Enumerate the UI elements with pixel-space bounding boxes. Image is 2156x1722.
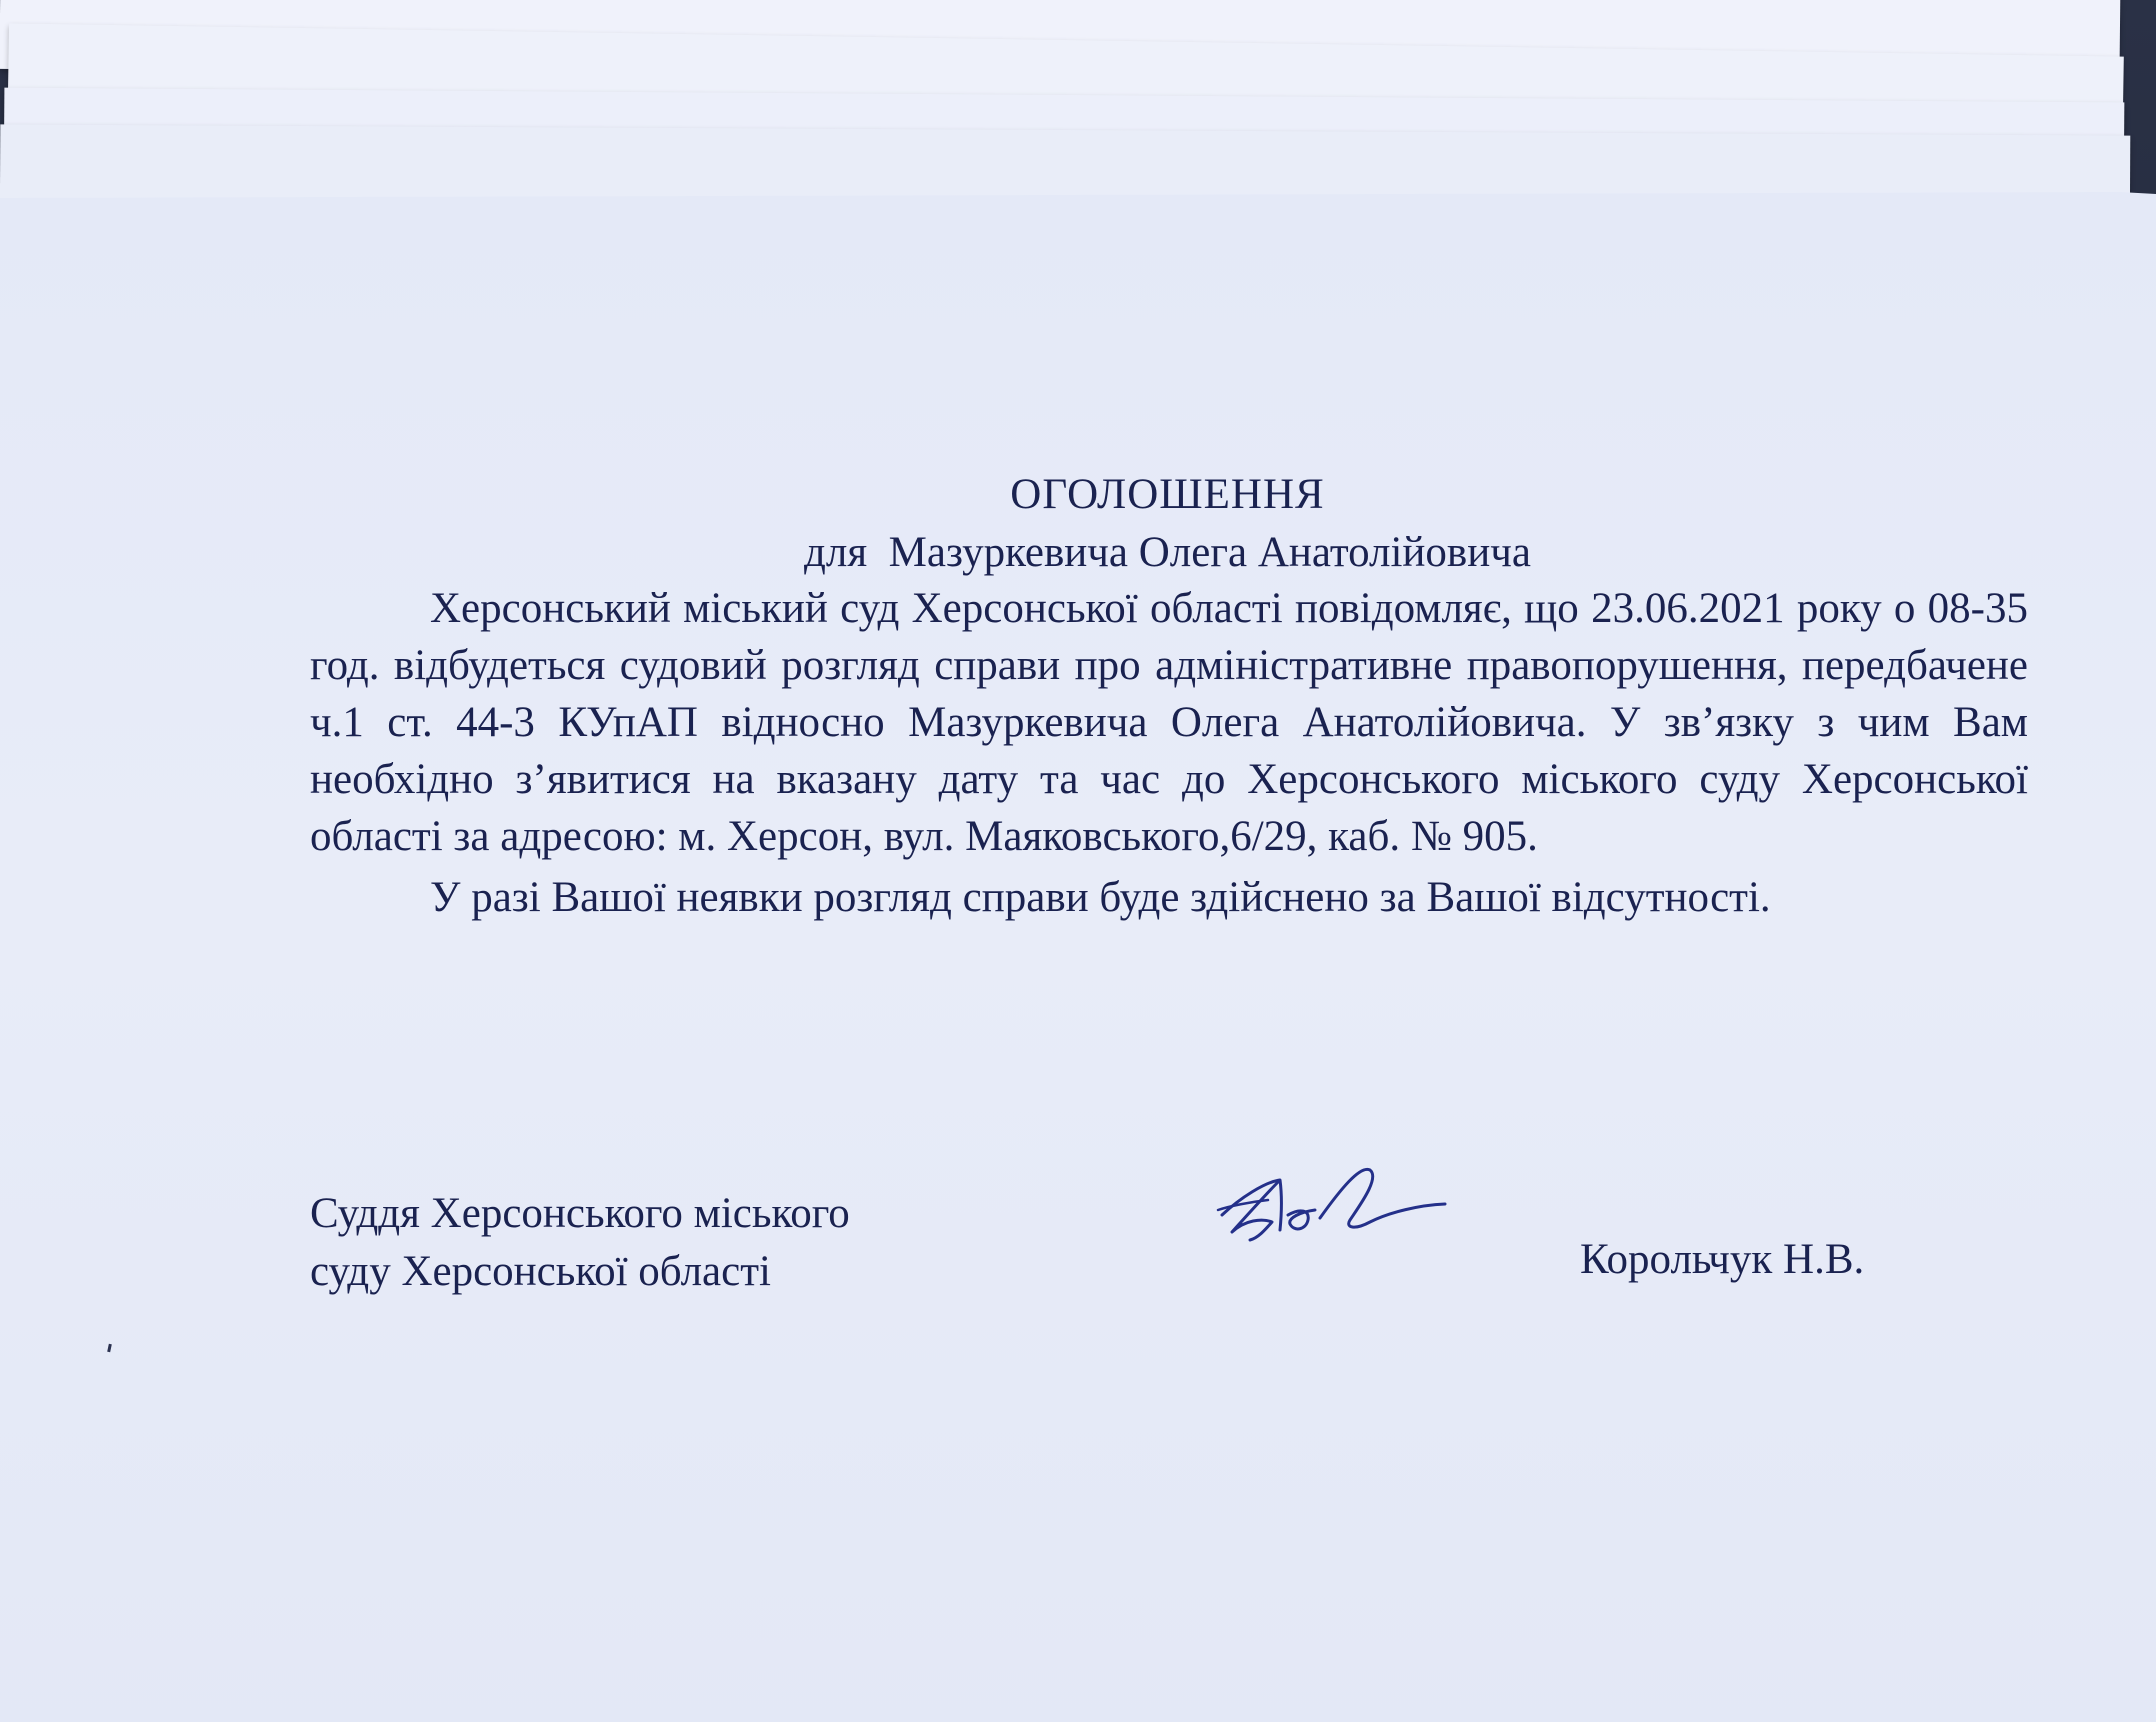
judge-position-line1: Суддя Херсонського міського: [310, 1190, 850, 1237]
notice-body: [310, 580, 2028, 926]
handwritten-signature: [1210, 1160, 1460, 1250]
judge-name: Корольчук Н.В.: [1580, 1236, 1865, 1283]
notice-recipient: для Мазуркевича Олега Анатолійовича: [804, 529, 1531, 576]
ink-speck: [107, 1344, 112, 1352]
notice-paragraph-main: Херсонський міський суд Херсонської області повідомляє, що 23.06.2021 року о 08-35 год. відбудеться судовий розгляд справи про адміністративне правопорушення, передбачене ч.1 ст. 44-3 КУпАП відносно Мазуркевича Олега Анатолійовича. У зв’язку з чим Вам необхідно з’явитися на вказану дату та час до Херсонського міського суду Херсонської області за адресою: м. Херсон, вул. Маяковського,6/29, каб. № 905.: [310, 585, 2028, 860]
notice-title: ОГОЛОШЕННЯ: [1010, 471, 1325, 518]
notice-paragraph-absence: У разі Вашої неявки розгляд справи буде здійснено за Вашої відсутності.: [430, 874, 1771, 921]
judge-position: [310, 1185, 850, 1301]
document-page: [0, 192, 2156, 1722]
judge-position-line2: суду Херсонської області: [310, 1248, 771, 1295]
